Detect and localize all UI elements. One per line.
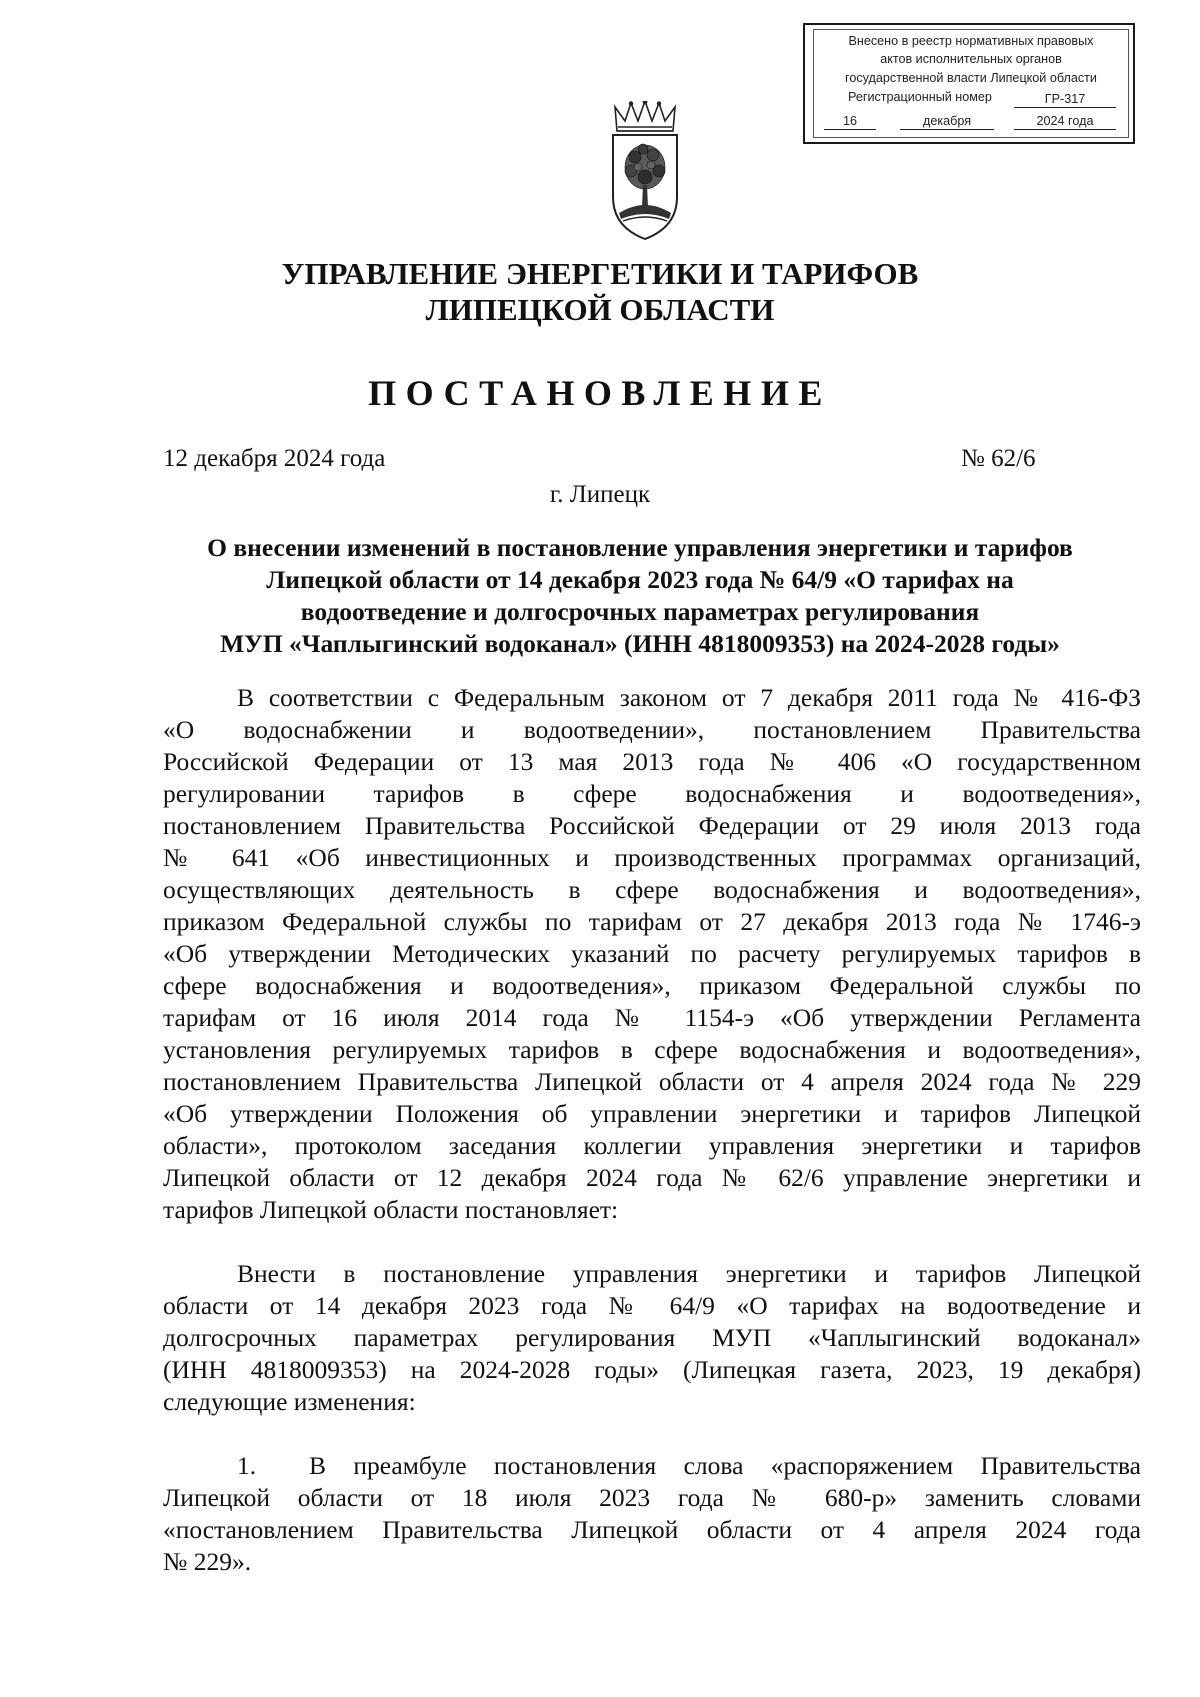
amendment-line: № 229». [163, 1547, 252, 1576]
subject-line: МУП «Чаплыгинский водоканал» (ИНН 4818009353) на 2024-2028 годы» [220, 629, 1060, 658]
preamble-line: приказом Федеральной службы по тарифам от 27 декабря 2013 года № 1746-э [163, 907, 1141, 936]
preamble-line: В соответствии с Федеральным законом от 7 декабря 2011 года № 416-ФЗ [237, 683, 1141, 712]
decision-line: (ИНН 4818009353) на 2024-2028 годы» (Липецкая газета, 2023, 19 декабря) [163, 1355, 1141, 1384]
preamble-line: постановлением Правительства Российской Федерации от 29 июля 2013 года [163, 811, 1141, 840]
amendment-line: В преамбуле постановления слова «распоряжением Правительства [309, 1451, 1141, 1480]
stamp-reg-number: ГР-317 [1014, 92, 1116, 108]
stamp-year: 2024 года [1014, 114, 1116, 130]
preamble-line: установления регулируемых тарифов в сфере водоснабжения и водоотведения», [163, 1035, 1141, 1064]
preamble-line: Липецкой области от 12 декабря 2024 года № 62/6 управление энергетики и [163, 1163, 1141, 1192]
subject-line: водоотведение и долгосрочных параметрах регулирования [300, 597, 980, 626]
document-number: № 62/6 [961, 445, 1036, 472]
stamp-reg-label: Регистрационный номер [848, 90, 992, 104]
decision-line: долгосрочных параметрах регулирования МУП «Чаплыгинский водоканал» [163, 1323, 1141, 1352]
organization-name-line-1: УПРАВЛЕНИЕ ЭНЕРГЕТИКИ И ТАРИФОВ [281, 256, 919, 291]
preamble-line: «Об утверждении Положения об управлении энергетики и тарифов Липецкой [163, 1099, 1141, 1128]
preamble-line: тарифам от 16 июля 2014 года № 1154-э «Об утверждении Регламента [163, 1003, 1141, 1032]
document-subject [150, 532, 1130, 660]
stamp-month: декабря [900, 114, 994, 130]
registry-stamp [803, 23, 1135, 144]
amendment-line: Липецкой области от 18 июля 2023 года № 680-р» заменить словами [163, 1483, 1141, 1512]
stamp-line-3: государственной власти Липецкой области [845, 71, 1097, 85]
document-city: г. Липецк [549, 481, 651, 508]
decision-line: области от 14 декабря 2023 года № 64/9 «О тарифах на водоотведение и [163, 1291, 1141, 1320]
document-date: 12 декабря 2024 года [163, 445, 386, 472]
stamp-day: 16 [824, 114, 876, 130]
preamble-line: области», протоколом заседания коллегии управления энергетики и тарифов [163, 1131, 1141, 1160]
decision-line: следующие изменения: [163, 1387, 416, 1416]
preamble-line: осуществляющих деятельность в сфере водоснабжения и водоотведения», [163, 875, 1141, 904]
preamble-line: сфере водоснабжения и водоотведения», приказом Федеральной службы по [163, 971, 1141, 1000]
decision-line: Внести в постановление управления энергетики и тарифов Липецкой [237, 1259, 1141, 1288]
stamp-line-2: актов исполнительных органов [880, 52, 1062, 66]
organization-name-line-2: ЛИПЕЦКОЙ ОБЛАСТИ [425, 292, 775, 327]
preamble-line: тарифов Липецкой области постановляет: [163, 1195, 619, 1224]
preamble-line: «Об утверждении Методических указаний по расчету регулируемых тарифов в [163, 939, 1141, 968]
preamble-line: регулировании тарифов в сфере водоснабжения и водоотведения», [163, 779, 1141, 808]
coat-of-arms-emblem [607, 101, 683, 241]
registry-stamp-frame [813, 29, 1129, 138]
document-type-title: ПОСТАНОВЛЕНИЕ [368, 373, 832, 413]
subject-line: О внесении изменений в постановление управления энергетики и тарифов [207, 533, 1073, 562]
preamble-line: № 641 «Об инвестиционных и производственных программах организаций, [163, 843, 1141, 872]
amendment-line: «постановлением Правительства Липецкой области от 4 апреля 2024 года [163, 1515, 1141, 1544]
amendment-item-number: 1. [237, 1451, 257, 1480]
preamble-line: постановлением Правительства Липецкой области от 4 апреля 2024 года № 229 [163, 1067, 1141, 1096]
preamble-line: «О водоснабжении и водоотведении», постановлением Правительства [163, 715, 1141, 744]
preamble-line: Российской Федерации от 13 мая 2013 года № 406 «О государственном [163, 747, 1141, 776]
subject-line: Липецкой области от 14 декабря 2023 года № 64/9 «О тарифах на [266, 565, 1014, 594]
stamp-line-1: Внесено в реестр нормативных правовых [848, 34, 1094, 48]
